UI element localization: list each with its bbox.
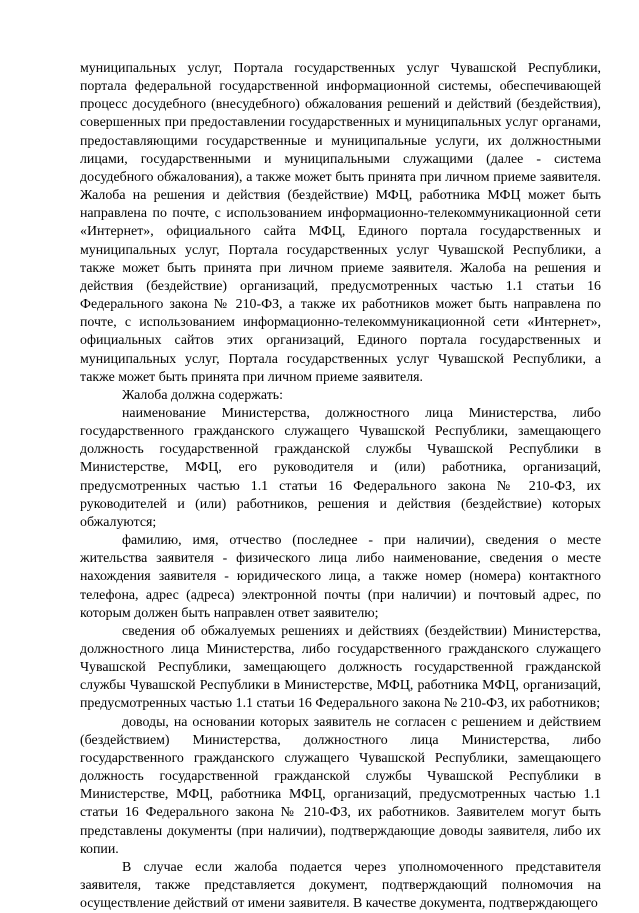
document-body (80, 60, 601, 913)
paragraph-item-arguments: доводы, на основании которых заявитель не согласен с решением и действием (бездействием) Министерства, должностного лица Министерства, либо государственного гражданского служащего Чувашской Республики, замещающего должность государственной гражданской службы Чувашской Республики в Министерстве, МФЦ, работника МФЦ, организаций, предусмотренных частью 1.1 статьи 16 Федерального закона № 210-ФЗ, их работников. Заявителем могут быть представлены документы (при наличии), подтверждающие доводы заявителя, либо их копии. (80, 714, 601, 857)
paragraph-complaint-must-contain: Жалоба должна содержать: (122, 387, 283, 403)
paragraph-item-appealed-decisions: сведения об обжалуемых решениях и действиях (бездействии) Министерства, должностного лица Министерства, либо государственного гражданского служащего Чувашской Республики, замещающего должность государственной гражданской службы Чувашской Республики в Министерстве, МФЦ, работника МФЦ, организаций, предусмотренных частью 1.1 статьи 16 Федерального закона № 210-ФЗ, их работников; (80, 623, 601, 712)
paragraph-item-name: наименование Министерства, должностного лица Министерства, либо государственного гражданского служащего Чувашской Республики, замещающего должность государственной гражданской службы Чувашской Республики в Министерстве, МФЦ, его руководителя и (или) работника, организаций, предусмотренных частью 1.1 статьи 16 Федерального закона № 210-ФЗ, их руководителей и (или) работников, решения и действия (бездействие) которых обжалуются; (80, 405, 601, 530)
paragraph-complaint-channels: муниципальных услуг, Портала государственных услуг Чувашской Республики, портала федеральной государственной информационной системы, обеспечивающей процесс досудебного (внесудебного) обжалования решений и действий (бездействия), совершенных при предоставлении государственных и муниципальных услуг органами, предоставляющими государственные и муниципальные услуги, их должностными лицами, государственными и муниципальными служащими (далее - система досудебного обжалования), а также может быть принята при личном приеме заявителя. Жалоба на решения и действия (бездействие) МФЦ, работника МФЦ может быть направлена по почте, с использованием информационно-телекоммуникационной сети «Интернет», официального сайта МФЦ, Единого портала государственных и муниципальных услуг, Портала государственных услуг Чувашской Республики, а также может быть принята при личном приеме заявителя. Жалоба на решения и действия (бездействие) организаций, предусмотренных частью 1.1 статьи 16 Федерального закона № 210-ФЗ, а также их работников может быть направлена по почте, с использованием информационно-телекоммуникационной сети «Интернет», официальных сайтов этих организаций, Единого портала государственных и муниципальных услуг, Портала государственных услуг Чувашской Республики, а также может быть принята при личном приеме заявителя. (80, 61, 601, 385)
paragraph-item-applicant-info: фамилию, имя, отчество (последнее - при наличии), сведения о месте жительства заявителя - физического лица либо наименование, сведения о месте нахождения заявителя - юридического лица, а также номер (номера) контактного телефона, адрес (адреса) электронной почты (при наличии) и почтовый адрес, по которым должен быть направлен ответ заявителю; (80, 533, 601, 621)
paragraph-representative: В случае если жалоба подается через уполномоченного представителя заявителя, также представляется документ, подтверждающий полномочия на осуществление действий от имени заявителя. В качестве документа, подтверждающего (80, 859, 601, 912)
